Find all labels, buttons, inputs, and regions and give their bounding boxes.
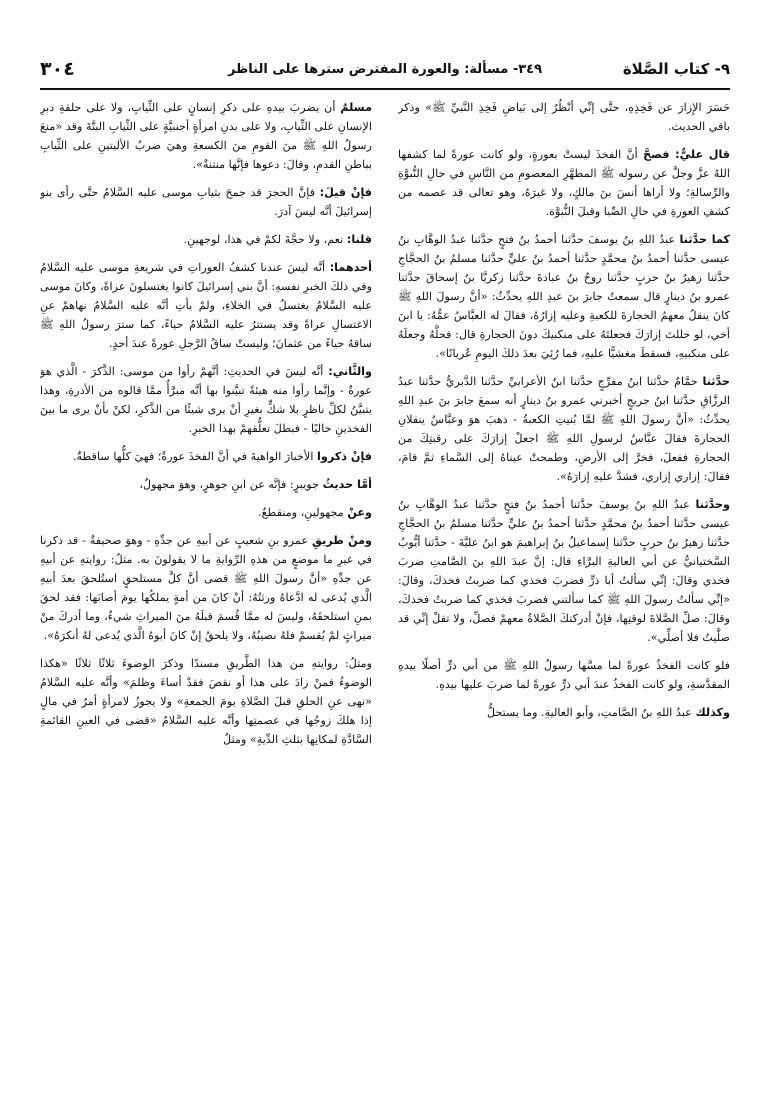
paragraph [40, 362, 372, 438]
paragraph [398, 145, 730, 221]
paragraph-lead: وكذلك [695, 706, 730, 719]
chapter-title: ٩- كتاب الصَّلاة [622, 60, 730, 78]
paragraph-text: عبدُ اللهِ بنُ يوسفَ حدَّثنا أحمدُ بنُ فتحٍ حدَّثنا عبدُ الوهَّابِ بنُ عيسى حدَّثنا أحمدُ بنُ محمَّدٍ حدَّثنا أحمدُ بنُ عليٍّ حدَّثنا مسلمُ بنُ الحجَّاجِ حدَّثنا زهيرُ بنُ حربٍ حدَّثنا إسماعيلُ بنُ إبراهيمَ هو ابنُ عليَّةَ - حدَّثنا أيُّوبُ السَّختيانيُّ عن أبي العاليةِ البرَّاءِ قال: إنَّ عبدَ اللهِ بنَ الصَّامتِ ضربَ فخذي وقالَ: إنِّي سألتُ أبا ذرٍّ فضربَ فخذي كما ضربتُ فخذكَ، وقالَ: «إنِّي سألتُ رسولَ اللهِ ﷺ كما سألتني فضربَ فخذي كما ضربتُ فخذكَ، وقالَ: صلِّ الصَّلاةَ لوقتِها، فإنْ أدركتكَ الصَّلاةُ معهمْ فصلِّ، ولا تقلْ إنِّي قد صلَّيتُ فلا أصلِّي». [398, 498, 730, 644]
paragraph [398, 98, 730, 136]
paragraph-text: أنَّ الفخذَ ليستْ بعورةٍ، ولو كانت عورةً لما كشفها اللهُ عزَّ وجلَّ عن رسوله ﷺ المطهَّرِ المعصومِ من النَّاسِ في حالِ النُّبوَّةِ والرِّسالةِ؛ ولا أراها أنسَ بنَ مالكٍ، ولا غيرَهُ، وهو تعالى قد عصمه من كشفِ العورةِ في حالِ الصِّبا وقبلَ النُّبوَّة. [398, 148, 730, 218]
paragraph-lead: ومنْ طريقِ [312, 534, 372, 547]
paragraph-text: ومثلُ: روايتهِ من هذا الطَّريقِ مسندًا وذكرَ الوضوءَ ثلاثًا ثلاثًا «هكذا الوضوءُ فمنْ زادَ على هذا أو نقصَ فقدْ أساءَ وظلمَ» وأنَّه عليه السَّلامُ «نهى عنِ الحلقِ قبلَ الصَّلاةِ يومَ الجمعةِ» ولا يجوزُ لامرأةٍ أمرٌ في مالٍ إذا هلكَ زوجُها في عصمتِها وأنَّه عليه السَّلامُ «قضى في العينِ القائمةِ السَّادَّةِ لمكانِها بثلثِ الدِّيةِ» ومثلُ [40, 657, 372, 746]
paragraph-lead: كما حدَّثنا [679, 233, 730, 246]
paragraph-text: حمَّامٌ حدَّثنا ابنُ مفرِّجٍ حدَّثنا ابنُ الأعرابيِّ حدَّثنا الدَّبريُّ حدَّثنا عبدُ الرزَّاقِ حدَّثنا ابنُ جريجٍ أخبرني عمرو بنُ دينارٍ أنه سمعَ جابرَ بنَ عبدِ اللهِ يحدِّثُ: «أنَّ رسولَ اللهِ ﷺ لمَّا بُنيتِ الكعبةُ - ذهبَ هوَ وعبَّاسٌ ينقلانِ الحجارةَ فقالَ عبَّاسٌ لرسولِ اللهِ ﷺ اجعلْ إزارَكَ على رقبتِكَ من الحجارةِ ففعلَ، فخرَّ إلى الأرضِ، وطمحتْ عيناهُ إلى السَّماءِ ثمَّ قامَ، فقالَ: إزاري إزاري، فشدَّ عليهِ إزارَهُ». [398, 375, 730, 483]
paragraph-lead: فإنْ ذكروا [317, 450, 372, 463]
paragraph-text: جويبرٍ: فإنَّه عن ابنِ جوهرٍ، وهوَ مجهولٌ، [139, 478, 319, 491]
paragraph-text: فلو كانت الفخذُ عورةً لما مسَّها رسولُ اللهِ ﷺ من أبي ذرٍّ أصلًا بيدهِ المقدَّسةِ، ولو كانت الفخذُ عندَ أبي ذرٍّ عورةً لما ضربَ عليها بيدهِ. [398, 659, 730, 691]
paragraph-text: أنَّه ليسَ عندنا كشفُ العوراتِ في شريعةِ موسى عليه السَّلامُ وفي ذلكَ الخبرِ نفسهِ: أنَّ بني إسرائيلَ كانوا يغتسلونَ عراةً، وكانَ موسى عليه السَّلامُ يغتسلُ في الخلاءِ، ولمْ يأتِ أنَّه عليه السَّلامُ نهاهمْ عنِ الاغتسالِ عراةً وقد يستترُ عليه السَّلامُ حياءً، كما سترَ رسولُ اللهِ ﷺ ساقهُ حياءً من عثمانَ؛ وليستْ ساقُ الرَّجلِ عورةً عندَ أحدٍ. [40, 261, 372, 350]
paragraph-lead: وعنْ [347, 506, 372, 519]
paragraph-text: أن يضربَ بيدهِ على ذكرِ إنسانٍ على الثِّيابِ، ولا على حلقةِ دبرِ الإنسانِ على الثِّيابِ، ولا على بدنِ امرأةٍ أجنبيَّةٍ على الثِّيابِ البتَّةَ وقد «منعَ رسولُ اللهِ ﷺ منَ القومِ منَ الكسعةِ وهيَ ضربُ الأليتينِ على الثِّيابِ بباطنِ القدمِ، وقالَ: دعوها فإنَّها منتنةٌ». [40, 101, 372, 171]
paragraph-text: فإنَّ الحجرَ قد جمحَ بثيابِ موسى عليه السَّلامُ حتَّى رأى بنو إسرائيلَ أنَّه ليسَ آدرَ. [40, 186, 372, 218]
paragraph-lead: مسلمٌ [340, 101, 372, 114]
paragraph-lead: أمَّا حديثُ [322, 478, 372, 491]
paragraph [398, 372, 730, 486]
paragraph-text: أنَّه ليسَ في الحديثِ: أنَّهمْ رأوا من موسى: الذَّكرَ - الَّذي هوَ عورةٌ - وإنَّما رأوا منه هيئةً تبيَّنوا بها أنَّه مبرَّأٌ ممَّا قالوه من الأدرةِ، وهذا يتبيَّنُ لكلِّ ناظرٍ بلا شكٍّ بغيرِ أنْ يرى شيئًا من الذَّكرِ، لكنْ بأنْ يرى ما بينَ الفخذينِ خاليًا - فبطلَ تعلُّقهمْ بهذا الخبرِ. [40, 365, 372, 435]
paragraph-text: عبدُ اللهِ بنُ يوسفَ حدَّثنا أحمدُ بنُ فتحٍ حدَّثنا عبدُ الوهَّابِ بنُ عيسى حدَّثنا أحمدُ بنُ محمَّدٍ حدَّثنا أحمدُ بنُ عليٍّ حدَّثنا مسلمُ بنُ الحجَّاجِ حدَّثنا زهيرُ بنُ حربٍ حدَّثنا روحُ بنُ عبادةَ حدَّثنا زكريَّا بنُ إسحاقَ حدَّثنا عمرو بنُ دينارٍ قال سمعتُ جابرَ بنَ عبدِ اللهِ يحدِّثُ: «أنَّ رسولَ اللهِ ﷺ كانَ ينقلُ معهمُ الحجارةَ للكعبةِ وعليه إزارُهُ، فقالَ له العبَّاسُ عمُّهُ: يا ابنَ أخي، لو حللتَ إزارَكَ فجعلتَهُ على منكبيكَ دونَ الحجارةِ قال: فحلَّهُ وجعلَهُ على منكبيهِ، فسقطَ مغشيًّا عليهِ، فما رُئِيَ بعدَ ذلكَ اليومِ عُريانًا». [398, 233, 730, 360]
paragraph [398, 230, 730, 363]
paragraph [40, 258, 372, 353]
paragraph-text: عبدُ اللهِ بنُ الصَّامتِ، وأبو العاليةِ. وما يستحلُّ [486, 706, 692, 719]
paragraph-text: الأخبارَ الواهيةَ في أنَّ الفخذَ عورةٌ؛ فهيَ كلُّها ساقطةٌ. [72, 450, 314, 463]
paragraph [398, 495, 730, 647]
paragraph-lead: والثَّاني: [328, 365, 372, 378]
paragraph [40, 230, 372, 249]
paragraph [40, 475, 372, 494]
paragraph-text: مجهولينِ، ومنقطعٌ. [258, 506, 344, 519]
paragraph-text: نعم، ولا حجَّةَ لكمْ في هذا، لوجهينِ. [183, 233, 344, 246]
paragraph-lead: حدَّثنا [702, 375, 730, 388]
paragraph-lead: قلنا: [346, 233, 372, 246]
left-column [40, 98, 372, 1096]
right-column [398, 98, 730, 1096]
page-number: ٣٠٤ [40, 58, 75, 80]
paragraph-lead: فإنْ قيلَ: [319, 186, 372, 199]
paragraph [40, 98, 372, 174]
paragraph-lead: وحدَّثنا [695, 498, 730, 511]
paragraph [40, 531, 372, 645]
book-page [40, 56, 730, 1096]
text-columns [40, 98, 730, 1096]
paragraph [398, 703, 730, 722]
paragraph-lead: أحدهما: [329, 261, 372, 274]
section-title: ٣٤٩- مسألة: والعورة المفترض سترها على الناظر [227, 62, 543, 77]
paragraph [40, 654, 372, 749]
paragraph [398, 656, 730, 694]
paragraph [40, 183, 372, 221]
paragraph-text: عمرو بنِ شعيبٍ عن أبيهِ عن جدِّهِ - وهوَ صحيفةٌ - قد ذكرنا في غيرِ ما موضعٍ من هذهِ الرِّوايةِ ما لا يقولونَ به. مثلُ: روايتهِ عن أبيهِ عن جدِّهِ «أنَّ رسولَ اللهِ ﷺ قضى أنَّ كلَّ مستلحقٍ استُلحقَ بعدَ أبيهِ الَّذي يُدعى له ادَّعاهُ ورثتُهُ: أنْ كانَ من أمةٍ يملكُها يومَ أصابَها: فقد لحقَ بمنِ استلحقَهُ، وليسَ له ممَّا قُسمَ قبلَهُ منَ الميراثِ شيءٌ، وما أدركَ منْ ميراثٍ لمْ يُقسمْ فلهُ نصيبُهُ، ولا يلحقُ إنْ كانَ أبوهُ الَّذي يُدعى لهُ أنكرَهُ». [40, 534, 372, 642]
paragraph [40, 503, 372, 522]
paragraph-lead: قال عليٌّ: فصحَّ [643, 148, 730, 161]
paragraph [40, 447, 372, 466]
paragraph-text: حَسَرَ الإِزارَ عن فَخِذِهِ، حتَّى إنِّي أنْظُرُ إلى بَياضِ فَخِذِ النَّبيِّ ﷺ» وذكر باقي الحديث. [398, 101, 730, 133]
running-header [40, 56, 730, 90]
